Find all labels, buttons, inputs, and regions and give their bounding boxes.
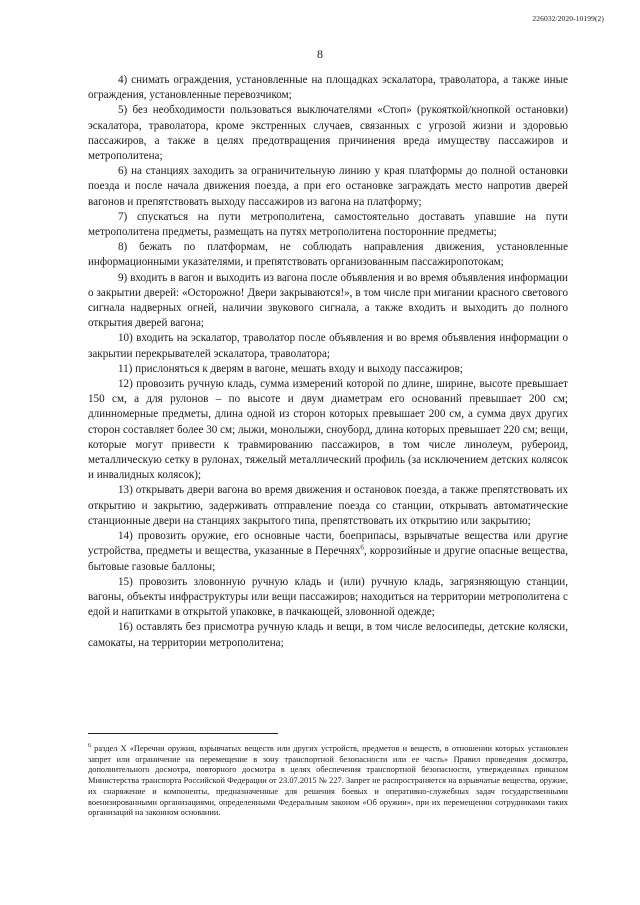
list-item: 13) открывать двери вагона во время движения и остановок поезда, а также препятствовать их открытию и закрытию, задерживать отправление поезда со станции, открывать автоматические станционные двери на станциях закрытого типа, препятствовать их открытию или закрытию; bbox=[88, 484, 568, 527]
list-item: 7) спускаться на пути метрополитена, самостоятельно доставать упавшие на пути метрополитена предметы, размещать на путях метрополитена посторонние предметы; bbox=[88, 210, 568, 239]
list-item: 4) снимать ограждения, установленные на площадках эскалатора, траволатора, а также иные ограждения, установленные перевозчиком; bbox=[88, 74, 568, 102]
item-text: 14) провозить оружие, его основные части, боеприпасы, взрывчатые вещества или другие устройства, предметы и вещества, указанные в Перечнях bbox=[88, 530, 568, 558]
list-item: 10) входить на эскалатор, траволатор после объявления и во время объявления информации о закрытии перекрывателей эскалатора, траволатора; bbox=[88, 332, 568, 360]
document-number: 226032/2020-10199(2) bbox=[532, 14, 604, 23]
footnote-ref[interactable]: 6 bbox=[360, 543, 364, 552]
list-item: 6) на станциях заходить за ограничительную линию у края платформы до полной остановки поезда и после начала движения поезда, а при его остановке заграждать место напротив дверей вагонов и препятствовать выходу пассажиров из вагона на платформу; bbox=[88, 165, 568, 208]
list-item: 5) без необходимости пользоваться выключателями «Стоп» (рукояткой/кнопкой остановки) эскалатора, траволатора, кроме экстренных случаев, связанных с угрозой жизни и здоровью пассажиров, а также в целях предотвращения причинения вреда имуществу пассажиров и метрополитена; bbox=[88, 104, 568, 163]
item-text: , коррозийные и другие опасные вещества, бытовые газовые баллоны; bbox=[88, 545, 568, 573]
list-item: 9) входить в вагон и выходить из вагона после объявления и во время объявления информации о закрытии дверей: «Осторожно! Двери закрываются!», в том числе при мигании красного светового сигнала надверных огней, наличии звукового сигнала, а также входить и выходить до полного открытия дверей вагона; bbox=[88, 271, 568, 330]
list-item bbox=[88, 529, 568, 575]
list-item: 8) бежать по платформам, не соблюдать направления движения, установленные информационными указателями, и препятствовать организованным пассажиропотокам; bbox=[88, 241, 568, 269]
list-item: 11) прислоняться к дверям в вагоне, мешать входу и выходу пассажиров; bbox=[118, 362, 463, 375]
footnote-text: раздел X «Перечни оружия, взрывчатых веществ или других устройств, предметов и веществ, в отношении которых установлен запрет или ограничение на перемещение в зону транспортной безопасности или ее часть» Правил проведения досмотра, дополнительного досмотра, повторного досмотра в целях обеспечения транспортной безопасности, утвержденных приказом Министерства транспорта Российской Федерации от 23.07.2015 № 227. Запрет не распространяется на взрывчатые вещества, оружие, их снаряжение и компоненты, предназначенные для решения боевых и оперативно-служебных задач государственными военизированными организациями, определенными Федеральным законом «Об оружии», при их перемещении сотрудниками таких организаций на законном основании. bbox=[88, 744, 568, 818]
document-body bbox=[88, 73, 568, 651]
footnote-divider bbox=[88, 733, 278, 734]
list-item: 16) оставлять без присмотра ручную кладь и вещи, в том числе велосипеды, детские коляски, самокаты, на территории метрополитена; bbox=[88, 621, 568, 649]
footnote-marker: 6 bbox=[88, 743, 91, 750]
list-item: 12) провозить ручную кладь, сумма измерений которой по длине, ширине, высоте превышает 150 см, а для рулонов – по высоте и двум диаметрам его оснований превышает 200 см; длинномерные предметы, длина одной из сторон которых превышает 200 см, а сумма двух других сторон составляет более 30 см; лыжи, монолыжи, сноуборд, длина которых превышает 220 см; вещи, которые могут привести к травмированию пассажиров, в том числе линолеум, рубероид, металлическую сетку в рулонах, тяжелый металлический профиль (за исключением детских колясок и инвалидных колясок); bbox=[88, 378, 568, 482]
list-item: 15) провозить зловонную ручную кладь и (или) ручную кладь, загрязняющую станции, вагоны, объекты инфраструктуры или вещи пассажиров; находиться на территории метрополитена с едой и напитками в открытой упаковке, в пачкающей, зловонной одежде; bbox=[88, 575, 568, 619]
footnote bbox=[88, 744, 568, 819]
page-number: 8 bbox=[317, 47, 323, 61]
